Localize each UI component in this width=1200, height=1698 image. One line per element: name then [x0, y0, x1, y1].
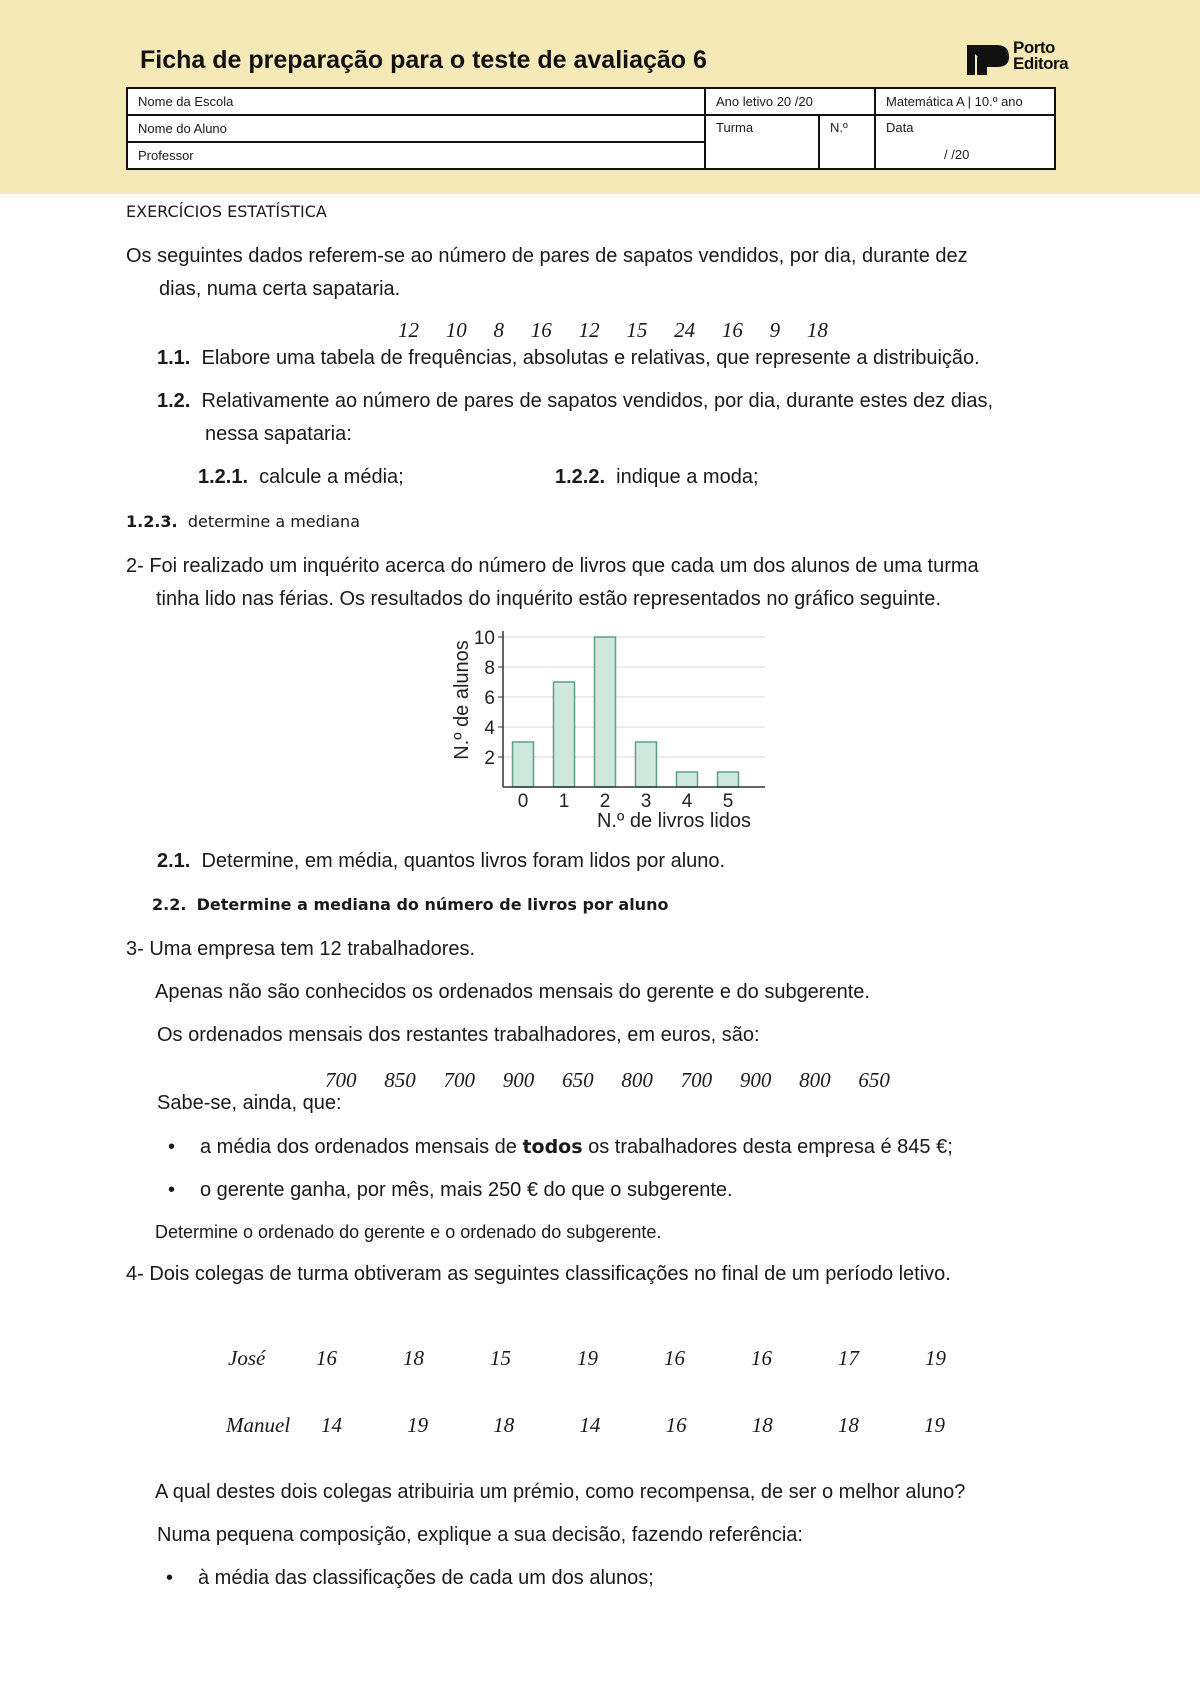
- chart-xtick-label: 3: [640, 791, 652, 812]
- manuel-label: Manuel: [226, 1413, 291, 1437]
- ex4-line3: Numa pequena composição, explique a sua decisão, fazendo referência:: [157, 1524, 803, 1546]
- bullet-text: os trabalhadores desta empresa é 845 €;: [588, 1136, 953, 1158]
- bullet-text: a média dos ordenados mensais de: [200, 1136, 517, 1158]
- grade-value: 14: [321, 1413, 342, 1437]
- ex3-line4: Sabe-se, ainda, que:: [157, 1092, 342, 1114]
- question-number: 1.2.1.: [198, 466, 249, 488]
- bullet-emphasis: todos: [522, 1136, 583, 1158]
- manuel-grades-row: [321, 1413, 945, 1438]
- ex2-intro-line1: 2- Foi realizado um inquérito acerca do número de livros que cada um dos alunos de uma turma: [126, 555, 979, 577]
- student-name-field[interactable]: Nome do Aluno: [127, 115, 705, 142]
- question-number: 2.1.: [157, 850, 191, 872]
- class-field[interactable]: Turma: [705, 115, 819, 169]
- chart-xtick-label: 0: [517, 791, 529, 812]
- grade-value: 19: [577, 1346, 598, 1370]
- chart-bar: [595, 637, 616, 787]
- grade-value: 16: [751, 1346, 772, 1370]
- salary-value: 900: [502, 1068, 535, 1092]
- question-number: 2.2.: [152, 895, 187, 914]
- question-1-1: [157, 347, 980, 370]
- grade-value: 18: [493, 1413, 515, 1437]
- question-1-2-line2: nessa sapataria:: [205, 423, 352, 445]
- section-title: EXERCÍCIOS ESTATÍSTICA: [126, 202, 327, 221]
- chart-ylabel: N.º de alunos: [451, 640, 473, 760]
- salary-value: 700: [325, 1068, 357, 1092]
- question-text: Relativamente ao número de pares de sapatos vendidos, por dia, durante estes dez dias,: [201, 390, 994, 412]
- salary-value: 650: [858, 1068, 890, 1092]
- question-text: indique a moda;: [616, 466, 759, 488]
- chart-ytick-label: 10: [473, 628, 495, 649]
- teacher-field[interactable]: Professor: [127, 142, 705, 169]
- grade-value: 16: [664, 1346, 685, 1370]
- page-title: Ficha de preparação para o teste de avaliação 6: [140, 46, 707, 74]
- grade-value: 16: [316, 1346, 337, 1370]
- data-value: 16: [721, 318, 743, 342]
- logo-line1: Porto: [1013, 38, 1055, 57]
- data-value: 9: [769, 318, 781, 342]
- ex4-bullet-1: • à média das classificações de cada um dos alunos;: [198, 1567, 654, 1590]
- data-value: 24: [674, 318, 696, 342]
- grade-value: 17: [838, 1346, 859, 1370]
- grade-value: 18: [837, 1413, 859, 1437]
- grade-value: 16: [665, 1413, 687, 1437]
- salary-value: 700: [443, 1068, 476, 1092]
- ex3-line3: Os ordenados mensais dos restantes trabalhadores, em euros, são:: [157, 1024, 760, 1046]
- question-text: Determine a mediana do número de livros por aluno: [196, 895, 669, 914]
- question-text: Determine, em média, quantos livros foram lidos por aluno.: [201, 850, 726, 872]
- question-text: calcule a média;: [259, 466, 404, 488]
- data-value: 12: [578, 318, 600, 342]
- salary-value: 850: [384, 1068, 416, 1092]
- school-name-field[interactable]: Nome da Escola: [127, 88, 705, 115]
- question-number: 1.1.: [157, 347, 191, 369]
- date-label: Data: [886, 120, 914, 135]
- subject-cell: Matemática A | 10.º ano: [875, 88, 1055, 115]
- salary-value: 900: [739, 1068, 772, 1092]
- data-value: 16: [530, 318, 552, 342]
- chart-xtick-label: 1: [558, 791, 570, 812]
- grade-value: 15: [490, 1346, 511, 1370]
- chart-xtick-label: 4: [681, 791, 693, 812]
- date-field[interactable]: [875, 115, 1055, 169]
- chart-ytick-label: 8: [484, 658, 495, 679]
- question-text: Elabore uma tabela de frequências, absolutas e relativas, que represente a distribuição.: [201, 347, 980, 369]
- ex3-line2: Apenas não são conhecidos os ordenados mensais do gerente e do subgerente.: [155, 981, 870, 1003]
- grade-value: 18: [751, 1413, 773, 1437]
- ex1-intro-line1: Os seguintes dados referem-se ao número de pares de sapatos vendidos, por dia, durante dez: [126, 245, 968, 267]
- ex3-bullet-1: [200, 1136, 953, 1159]
- ex1-intro-line2: dias, numa certa sapataria.: [159, 278, 401, 300]
- question-1-2-3: [126, 512, 360, 531]
- logo-line2: Editora: [1013, 54, 1069, 73]
- chart-bar: [513, 742, 534, 787]
- ex3-line5: Determine o ordenado do gerente e o ordenado do subgerente.: [155, 1222, 662, 1242]
- grade-value: 18: [403, 1346, 424, 1370]
- question-number: 1.2.3.: [126, 512, 178, 531]
- question-text: determine a mediana: [187, 512, 360, 531]
- chart-bar: [636, 742, 657, 787]
- school-year-field[interactable]: Ano letivo 20 /20: [705, 88, 875, 115]
- student-info-table: [126, 87, 1056, 170]
- question-number: 1.2.2.: [555, 466, 606, 488]
- chart-ytick-label: 4: [484, 718, 495, 739]
- grade-value: 14: [579, 1413, 601, 1437]
- salary-value: 700: [680, 1068, 713, 1092]
- data-value: 8: [493, 318, 505, 342]
- ex3-line1: 3- Uma empresa tem 12 trabalhadores.: [126, 938, 476, 960]
- chart-bar: [677, 772, 698, 787]
- data-value: 12: [398, 318, 419, 342]
- chart-xtick-label: 5: [722, 791, 734, 812]
- chart-xlabel: N.º de livros lidos: [596, 810, 752, 832]
- ex4-line2: A qual destes dois colegas atribuiria um prémio, como recompensa, de ser o melhor aluno?: [155, 1481, 966, 1503]
- chart-bar: [554, 682, 575, 787]
- number-field[interactable]: N.º: [819, 115, 875, 169]
- ex1-data-row: [398, 318, 828, 343]
- date-value: / /20: [944, 147, 970, 162]
- books-read-bar-chart: [440, 625, 780, 840]
- chart-bar: [718, 772, 739, 787]
- jose-label: José: [228, 1346, 266, 1370]
- data-value: 18: [806, 318, 828, 342]
- chart-ytick-label: 6: [484, 688, 495, 709]
- grade-value: 19: [925, 1346, 946, 1370]
- jose-grades-row: [316, 1346, 946, 1371]
- data-value: 10: [445, 318, 467, 342]
- salary-value: 650: [562, 1068, 594, 1092]
- salary-value: 800: [799, 1068, 831, 1092]
- ex4-line1: 4- Dois colegas de turma obtiveram as seguintes classificações no final de um período letivo.: [126, 1263, 951, 1285]
- grade-value: 19: [407, 1413, 429, 1437]
- question-2-2: [152, 895, 668, 914]
- question-1-2-1: [198, 466, 404, 489]
- question-2-1: [157, 850, 725, 873]
- data-value: 15: [626, 318, 648, 342]
- question-1-2: [157, 390, 993, 413]
- chart-ytick-label: 2: [484, 748, 495, 769]
- publisher-logo-text: [1013, 40, 1068, 72]
- ex3-salaries-row: [325, 1068, 890, 1093]
- question-number: 1.2.: [157, 390, 191, 412]
- chart-xtick-label: 2: [599, 791, 611, 812]
- ex2-intro-line2: tinha lido nas férias. Os resultados do inquérito estão representados no gráfico seguinte.: [156, 588, 941, 610]
- question-1-2-2: [555, 466, 759, 489]
- salary-value: 800: [621, 1068, 653, 1092]
- ex3-bullet-2: • o gerente ganha, por mês, mais 250 € do que o subgerente.: [200, 1179, 733, 1202]
- grade-value: 19: [923, 1413, 945, 1437]
